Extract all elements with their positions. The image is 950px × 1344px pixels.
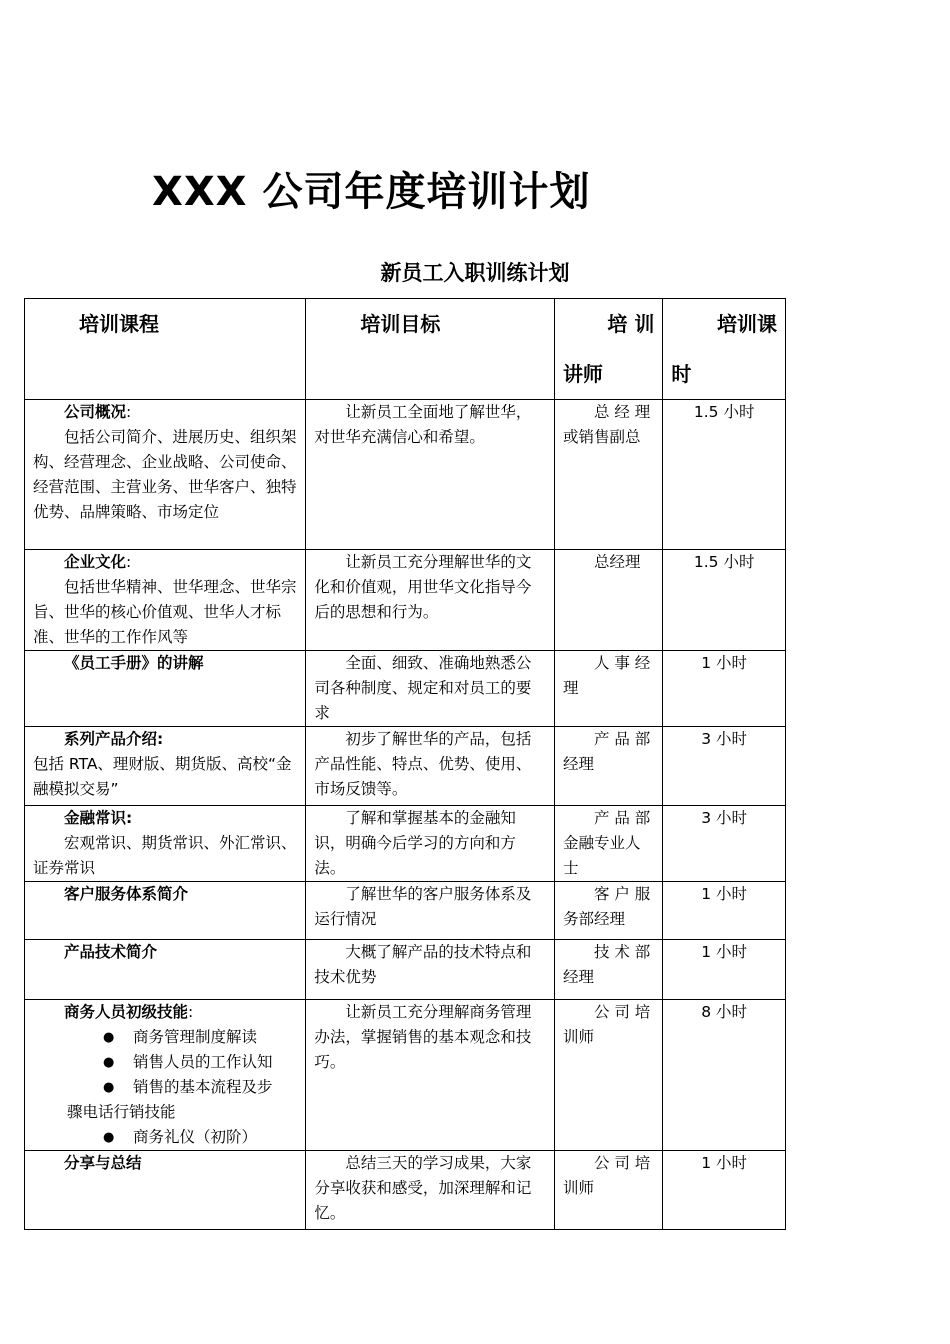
list-item: ● 销售人员的工作认知 (33, 1050, 297, 1075)
trainer-cell: 人 事 经理 (554, 651, 662, 727)
course-name: 客户服务体系简介 (64, 885, 189, 903)
course-cell: 企业文化: 包括世华精神、世华理念、世华宗旨、世华的核心价值观、世华人才标准、世华的工作作风等 (25, 550, 306, 651)
hours-cell: 1.5 小时 (663, 550, 786, 651)
table-row (25, 550, 786, 651)
trainer-cell: 产 品 部经理 (554, 727, 662, 806)
table-row (25, 727, 786, 806)
trainer-cell: 技 术 部经理 (554, 940, 662, 1000)
course-name: 企业文化 (64, 553, 127, 571)
table-row (25, 651, 786, 727)
course-name: 《员工手册》的讲解 (64, 654, 204, 672)
trainer-cell: 公 司 培训师 (554, 1000, 662, 1151)
hours-cell: 8 小时 (663, 1000, 786, 1151)
header-course: 培训课程 (25, 299, 306, 400)
skills-list (33, 1025, 297, 1100)
list-item: ● 商务礼仪（初阶） (33, 1125, 297, 1150)
hours-cell: 1 小时 (663, 940, 786, 1000)
header-trainer: 培 训 讲师 (554, 299, 662, 400)
course-cell: 公司概况: 包括公司简介、进展历史、组织架构、经营理念、企业战略、公司使命、经营范围、主营业务、世华客户、独特优势、品牌策略、市场定位 (25, 400, 306, 550)
course-name: 金融常识: (64, 809, 133, 827)
hours-cell: 1 小时 (663, 1151, 786, 1230)
document-title: XXX 公司年度培训计划 (152, 169, 591, 215)
course-cell (25, 651, 306, 727)
table-row (25, 806, 786, 882)
hours-cell: 3 小时 (663, 806, 786, 882)
header-goal: 培训目标 (306, 299, 555, 400)
table-row (25, 1000, 786, 1151)
document-subtitle: 新员工入职训练计划 (380, 261, 570, 285)
goal-cell: 让新员工充分理解商务管理办法，掌握销售的基本观念和技巧。 (306, 1000, 555, 1151)
trainer-cell: 产 品 部金融专业人士 (554, 806, 662, 882)
training-plan-table (24, 298, 786, 1230)
course-cell (25, 806, 306, 882)
hours-cell: 1 小时 (663, 882, 786, 940)
trainer-cell: 总 经 理或销售副总 (554, 400, 662, 550)
hours-cell: 1 小时 (663, 651, 786, 727)
table-row (25, 1151, 786, 1230)
header-hours: 培训课 时 (663, 299, 786, 400)
course-desc: 宏观常识、期货常识、外汇常识、证券常识 (33, 834, 297, 877)
table-row (25, 940, 786, 1000)
list-item-continuation: 骤电话行销技能 (67, 1103, 176, 1121)
list-item: ● 商务管理制度解读 (33, 1025, 297, 1050)
goal-cell: 了解和掌握基本的金融知识，明确今后学习的方向和方法。 (306, 806, 555, 882)
hours-cell: 3 小时 (663, 727, 786, 806)
course-cell (25, 940, 306, 1000)
course-name: 公司概况 (64, 403, 127, 421)
course-name: 分享与总结 (64, 1154, 142, 1172)
trainer-cell: 公 司 培训师 (554, 1151, 662, 1230)
trainer-cell: 客 户 服务部经理 (554, 882, 662, 940)
goal-cell: 初步了解世华的产品，包括产品性能、特点、优势、使用、市场反馈等。 (306, 727, 555, 806)
list-item: ● 销售的基本流程及步 (33, 1075, 297, 1100)
course-desc: 包括公司简介、进展历史、组织架构、经营理念、企业战略、公司使命、经营范围、主营业务、世华客户、独特优势、品牌策略、市场定位 (33, 428, 297, 521)
course-cell (25, 1151, 306, 1230)
trainer-cell: 总经理 (554, 550, 662, 651)
course-cell (25, 727, 306, 806)
course-name: 产品技术简介 (64, 943, 158, 961)
table-row (25, 400, 786, 550)
goal-cell: 让新员工全面地了解世华，对世华充满信心和希望。 (306, 400, 555, 550)
course-desc: 包括 RTA、理财版、期货版、高校“金融模拟交易” (33, 755, 292, 798)
course-cell (25, 882, 306, 940)
goal-cell: 总结三天的学习成果，大家分享收获和感受，加深理解和记忆。 (306, 1151, 555, 1230)
hours-cell: 1.5 小时 (663, 400, 786, 550)
goal-cell: 了解世华的客户服务体系及运行情况 (306, 882, 555, 940)
course-name: 商务人员初级技能 (64, 1003, 189, 1021)
course-cell: 商务人员初级技能: ● 商务管理制度解读 ● 销售人员的工作认知 ● 销售的基本流程及步 骤电话行销技能 ● 商务礼仪（初阶） (25, 1000, 306, 1151)
goal-cell: 让新员工充分理解世华的文化和价值观，用世华文化指导今后的思想和行为。 (306, 550, 555, 651)
course-name: 系列产品介绍: (64, 730, 164, 748)
course-desc: 包括世华精神、世华理念、世华宗旨、世华的核心价值观、世华人才标准、世华的工作作风等 (33, 578, 297, 646)
goal-cell: 全面、细致、准确地熟悉公司各种制度、规定和对员工的要求 (306, 651, 555, 727)
table-header-row (25, 299, 786, 400)
table-row (25, 882, 786, 940)
goal-cell: 大概了解产品的技术特点和技术优势 (306, 940, 555, 1000)
